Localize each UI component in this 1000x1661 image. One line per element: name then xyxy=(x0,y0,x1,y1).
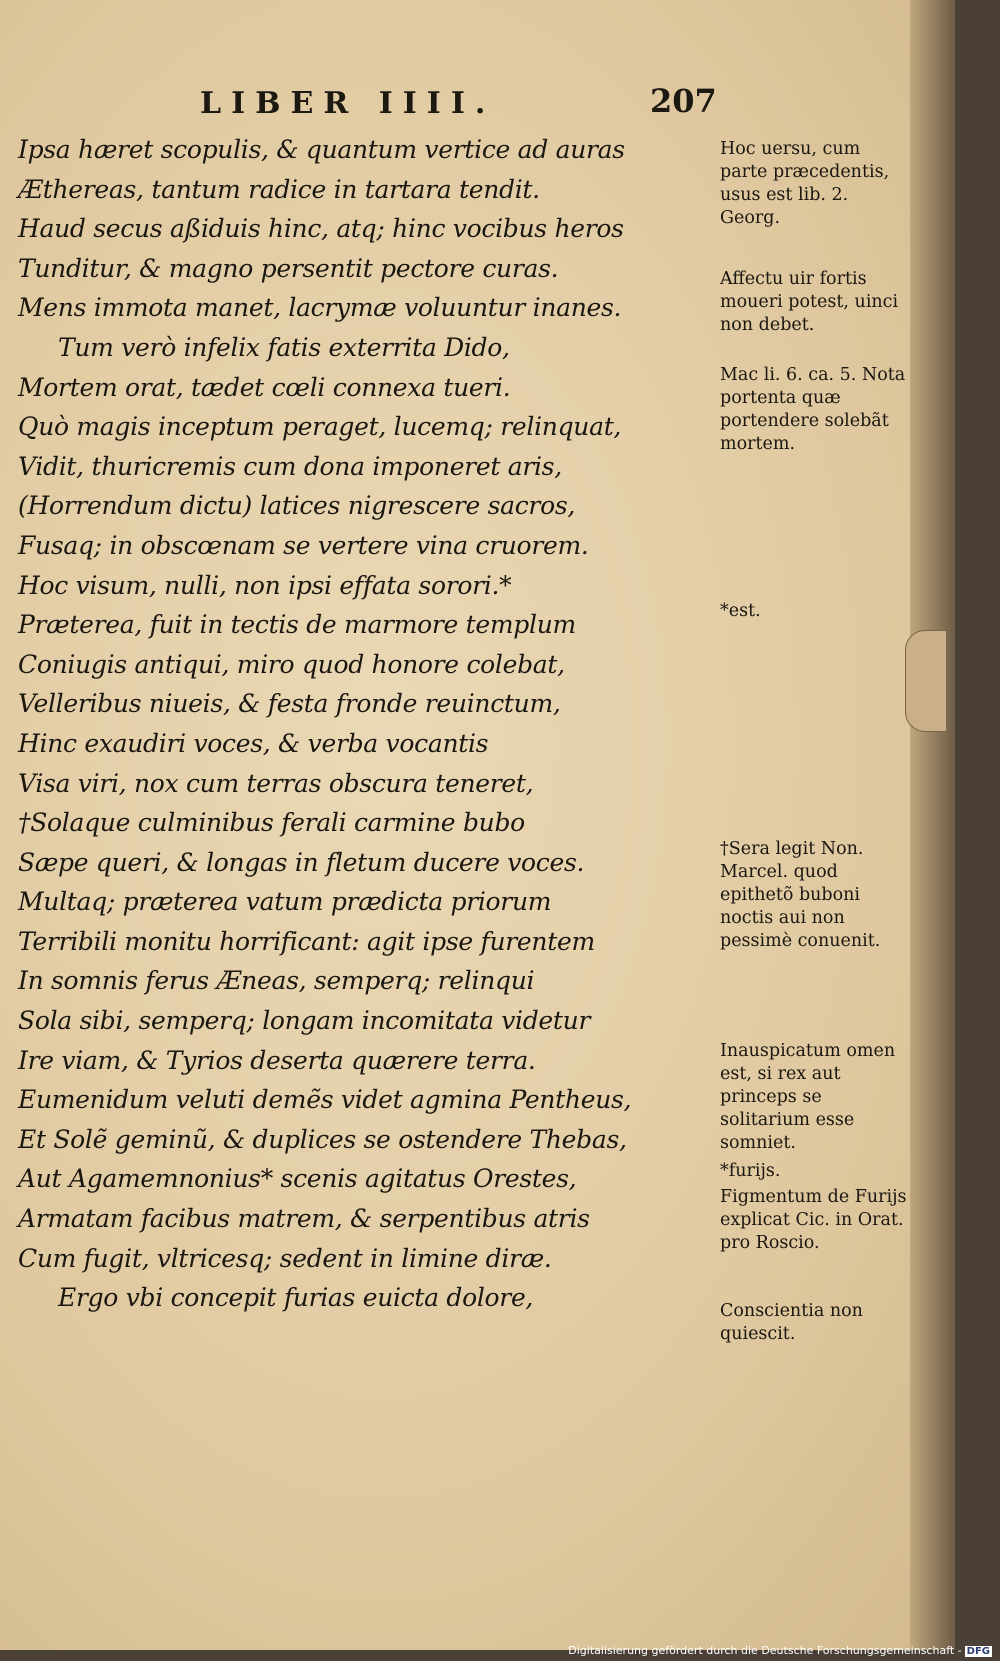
verse-line: Haud secus aßiduis hinc, atq; hinc vocibus heros xyxy=(18,214,624,244)
verse-line: Visa viri, nox cum terras obscura teneret, xyxy=(18,768,534,798)
verse-line: Hoc visum, nulli, non ipsi effata sorori.* xyxy=(18,570,512,600)
verse-line: Ipsa hæret scopulis, & quantum vertice ad auras xyxy=(18,135,625,164)
running-head: LIBER IIII. xyxy=(200,86,496,121)
verse-line: Quò magis inceptum peraget, lucemq; relinquat, xyxy=(18,412,622,442)
verse-line: Sola sibi, semperq; longam incomitata videtur xyxy=(18,1006,591,1036)
marginal-note: Hoc uersu, cum parte præcedentis, usus est lib. 2. Georg. xyxy=(720,139,890,228)
page-header xyxy=(180,82,740,126)
marginal-note: Figmentum de Furijs explicat Cic. in Orat. pro Roscio. xyxy=(720,1187,907,1253)
verse-line: Armatam facibus matrem, & serpentibus atris xyxy=(18,1204,590,1234)
verse-line: (Horrendum dictu) latices nigrescere sacros, xyxy=(18,491,576,521)
verse-line: Mens immota manet, lacrymæ voluuntur inanes. xyxy=(18,293,622,323)
digitization-credit xyxy=(568,1644,992,1657)
verse-line: Mortem orat, tædet cœli connexa tueri. xyxy=(18,372,511,402)
verse-line: Fusaq; in obscœnam se vertere vina cruorem. xyxy=(18,530,589,560)
page-edge-tab xyxy=(905,630,947,732)
verse-line: Et Solẽ geminũ, & duplices se ostendere Thebas, xyxy=(18,1124,627,1154)
marginal-note: Inauspicatum omen est, si rex aut princeps se solitarium esse somniet. xyxy=(720,1041,896,1153)
verse-line: Hinc exaudiri voces, & verba vocantis xyxy=(18,728,489,758)
verse-line: Cum fugit, vltricesq; sedent in limine diræ. xyxy=(18,1243,552,1273)
verse-line: Sæpe queri, & longas in fletum ducere voces. xyxy=(18,847,585,877)
page-edge xyxy=(910,0,955,1650)
verse-line: Ire viam, & Tyrios deserta quærere terra. xyxy=(18,1045,536,1075)
marginal-note: Conscientia non quiescit. xyxy=(720,1301,863,1344)
verse-line: Tum verò infelix fatis exterrita Dido, xyxy=(58,332,510,362)
verse-line: Ergo vbi concepit furias euicta dolore, xyxy=(58,1283,534,1313)
dfg-logo: DFG xyxy=(966,1646,990,1657)
verse-line: Aut Agamemnonius* scenis agitatus Orestes, xyxy=(18,1164,577,1194)
verse-line: Æthereas, tantum radice in tartara tendit. xyxy=(18,174,540,204)
marginal-note: *furijs. xyxy=(720,1161,781,1181)
verse-column xyxy=(18,130,708,1318)
verse-line: Coniugis antiqui, miro quod honore colebat, xyxy=(18,649,565,679)
verse-line: Eumenidum veluti demẽs videt agmina Pentheus, xyxy=(18,1085,632,1115)
verse-line: Multaq; præterea vatum prædicta priorum xyxy=(18,887,552,917)
verse-line: In somnis ferus Æneas, semperq; relinqui xyxy=(18,966,535,996)
verse-line: †Solaque culminibus ferali carmine bubo xyxy=(18,808,525,838)
marginal-note: Mac li. 6. ca. 5. Nota portenta quæ portendere solebãt mortem. xyxy=(720,365,906,454)
marginal-note: *est. xyxy=(720,601,761,621)
verse-line: Velleribus niueis, & festa fronde reuinctum, xyxy=(18,689,561,719)
page-number: 207 xyxy=(650,82,717,120)
verse-line: Præterea, fuit in tectis de marmore templum xyxy=(18,610,576,640)
verse-line: Terribili monitu horrificant: agit ipse furentem xyxy=(18,926,595,956)
marginal-note: Affectu uir fortis moueri potest, uinci non debet. xyxy=(720,269,899,335)
verse-line: Tunditur, & magno persentit pectore curas. xyxy=(18,253,559,283)
credit-text: Digitalisierung gefördert durch die Deutsche Forschungsgemeinschaft - xyxy=(568,1644,962,1657)
verse-line: Vidit, thuricremis cum dona imponeret aris, xyxy=(18,451,562,481)
marginal-note: †Sera legit Non. Marcel. quod epithetõ buboni noctis aui non pessimè conuenit. xyxy=(720,839,881,951)
